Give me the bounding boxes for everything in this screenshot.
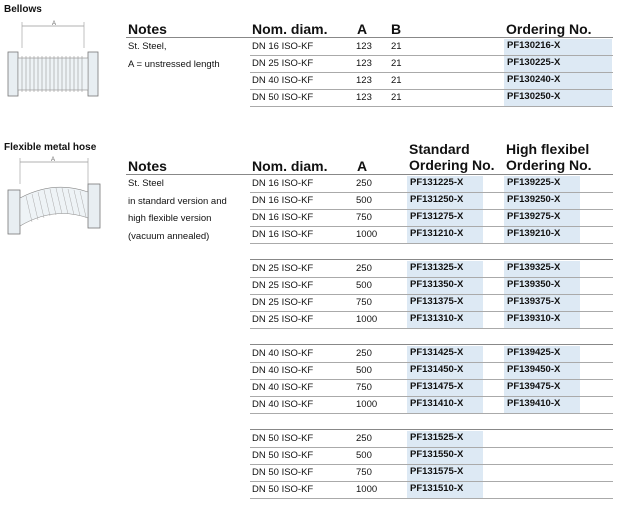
a-cell: 123 — [356, 41, 372, 52]
table-row — [250, 226, 613, 243]
nom-diam-cell: DN 16 ISO-KF — [252, 195, 314, 206]
a-cell: 250 — [356, 263, 372, 274]
high-flex-ordering-cell: PF139325-X — [504, 261, 580, 277]
a-cell: 750 — [356, 467, 372, 478]
b-cell: 21 — [391, 58, 402, 69]
nom-diam-cell: DN 50 ISO-KF — [252, 484, 314, 495]
standard-ordering-cell: PF131275-X — [407, 210, 483, 226]
row-divider — [250, 328, 613, 329]
table-row — [250, 175, 613, 192]
nom-diam-cell: DN 25 ISO-KF — [252, 263, 314, 274]
a-cell: 750 — [356, 297, 372, 308]
nom-diam-cell: DN 16 ISO-KF — [252, 229, 314, 240]
standard-ordering-cell: PF131310-X — [407, 312, 483, 328]
nom-diam-cell: DN 16 ISO-KF — [252, 41, 314, 52]
b-cell: 21 — [391, 41, 402, 52]
standard-ordering-cell: PF131250-X — [407, 193, 483, 209]
bellows-header-b: B — [391, 21, 402, 37]
hose-header-a: A — [357, 158, 368, 174]
standard-ordering-cell: PF131525-X — [407, 431, 483, 447]
hose-header-hf-ordering: Ordering No. — [506, 157, 592, 173]
a-cell: 1000 — [356, 229, 378, 240]
standard-ordering-cell: PF131350-X — [407, 278, 483, 294]
standard-ordering-cell: PF131475-X — [407, 380, 483, 396]
a-cell: 1000 — [356, 314, 378, 325]
hose-header-nom-diam: Nom. diam. — [252, 158, 328, 174]
table-row — [250, 464, 613, 481]
nom-diam-cell: DN 25 ISO-KF — [252, 280, 314, 291]
standard-ordering-cell: PF131550-X — [407, 448, 483, 464]
standard-ordering-cell: PF131210-X — [407, 227, 483, 243]
ordering-no-cell: PF130225-X — [504, 56, 612, 72]
high-flex-ordering-cell: PF139350-X — [504, 278, 580, 294]
high-flex-ordering-cell: PF139310-X — [504, 312, 580, 328]
a-cell: 1000 — [356, 484, 378, 495]
high-flex-ordering-cell: PF139450-X — [504, 363, 580, 379]
nom-diam-cell: DN 50 ISO-KF — [252, 433, 314, 444]
hose-section-title: Flexible metal hose — [4, 142, 97, 153]
a-cell: 750 — [356, 382, 372, 393]
nom-diam-cell: DN 25 ISO-KF — [252, 58, 314, 69]
a-cell: 750 — [356, 212, 372, 223]
nom-diam-cell: DN 40 ISO-KF — [252, 399, 314, 410]
table-row — [250, 38, 613, 55]
hose-note-3: high flexible version — [128, 213, 212, 224]
table-row — [250, 345, 613, 362]
ordering-no-cell: PF130250-X — [504, 90, 612, 106]
bellows-note-2: A = unstressed length — [128, 59, 220, 70]
bellows-note-1: St. Steel, — [128, 41, 167, 52]
a-cell: 1000 — [356, 399, 378, 410]
standard-ordering-cell: PF131575-X — [407, 465, 483, 481]
nom-diam-cell: DN 25 ISO-KF — [252, 297, 314, 308]
bellows-drawing-icon — [4, 18, 100, 104]
a-cell: 250 — [356, 348, 372, 359]
high-flex-ordering-cell: PF139250-X — [504, 193, 580, 209]
hose-header-standard: Standard — [409, 141, 470, 157]
b-cell: 21 — [391, 92, 402, 103]
bellows-header-ordering: Ordering No. — [506, 21, 592, 37]
svg-text:A: A — [52, 21, 57, 27]
a-cell: 500 — [356, 365, 372, 376]
high-flex-ordering-cell: PF139225-X — [504, 176, 580, 192]
row-divider — [250, 413, 613, 414]
high-flex-ordering-cell: PF139425-X — [504, 346, 580, 362]
row-divider — [250, 106, 613, 107]
ordering-no-cell: PF130216-X — [504, 39, 612, 55]
svg-text:A: A — [51, 157, 56, 163]
table-row — [250, 481, 613, 498]
nom-diam-cell: DN 40 ISO-KF — [252, 382, 314, 393]
table-row — [250, 260, 613, 277]
table-row — [250, 396, 613, 413]
ordering-no-cell: PF130240-X — [504, 73, 612, 89]
table-row — [250, 277, 613, 294]
table-row — [250, 192, 613, 209]
a-cell: 123 — [356, 58, 372, 69]
standard-ordering-cell: PF131410-X — [407, 397, 483, 413]
table-row — [250, 447, 613, 464]
standard-ordering-cell: PF131425-X — [407, 346, 483, 362]
b-cell: 21 — [391, 75, 402, 86]
table-row — [250, 209, 613, 226]
hose-note-2: in standard version and — [128, 196, 227, 207]
hose-header-high-flexibel: High flexibel — [506, 141, 590, 157]
row-divider — [250, 498, 613, 499]
a-cell: 500 — [356, 195, 372, 206]
high-flex-ordering-cell: PF139210-X — [504, 227, 580, 243]
standard-ordering-cell: PF131225-X — [407, 176, 483, 192]
table-row — [250, 89, 613, 106]
table-row — [250, 311, 613, 328]
high-flex-ordering-cell: PF139410-X — [504, 397, 580, 413]
hose-note-4: (vacuum annealed) — [128, 231, 210, 242]
nom-diam-cell: DN 16 ISO-KF — [252, 212, 314, 223]
a-cell: 500 — [356, 280, 372, 291]
high-flex-ordering-cell: PF139275-X — [504, 210, 580, 226]
table-row — [250, 55, 613, 72]
a-cell: 250 — [356, 433, 372, 444]
hose-header-notes: Notes — [128, 158, 167, 174]
nom-diam-cell: DN 40 ISO-KF — [252, 365, 314, 376]
nom-diam-cell: DN 40 ISO-KF — [252, 75, 314, 86]
standard-ordering-cell: PF131375-X — [407, 295, 483, 311]
nom-diam-cell: DN 50 ISO-KF — [252, 450, 314, 461]
table-row — [250, 362, 613, 379]
high-flex-ordering-cell: PF139375-X — [504, 295, 580, 311]
table-row — [250, 430, 613, 447]
hose-note-1: St. Steel — [128, 178, 164, 189]
a-cell: 123 — [356, 75, 372, 86]
bellows-section-title: Bellows — [4, 4, 42, 15]
nom-diam-cell: DN 50 ISO-KF — [252, 92, 314, 103]
nom-diam-cell: DN 16 ISO-KF — [252, 178, 314, 189]
a-cell: 500 — [356, 450, 372, 461]
a-cell: 250 — [356, 178, 372, 189]
bellows-header-notes: Notes — [128, 21, 167, 37]
row-divider — [250, 243, 613, 244]
nom-diam-cell: DN 50 ISO-KF — [252, 467, 314, 478]
table-row — [250, 379, 613, 396]
standard-ordering-cell: PF131510-X — [407, 482, 483, 498]
high-flex-ordering-cell: PF139475-X — [504, 380, 580, 396]
bellows-header-nom-diam: Nom. diam. — [252, 21, 328, 37]
standard-ordering-cell: PF131325-X — [407, 261, 483, 277]
table-row — [250, 72, 613, 89]
nom-diam-cell: DN 25 ISO-KF — [252, 314, 314, 325]
bellows-header-a: A — [357, 21, 368, 37]
standard-ordering-cell: PF131450-X — [407, 363, 483, 379]
flexible-hose-drawing-icon — [4, 154, 104, 244]
nom-diam-cell: DN 40 ISO-KF — [252, 348, 314, 359]
table-row — [250, 294, 613, 311]
a-cell: 123 — [356, 92, 372, 103]
hose-header-standard-ordering: Ordering No. — [409, 157, 495, 173]
